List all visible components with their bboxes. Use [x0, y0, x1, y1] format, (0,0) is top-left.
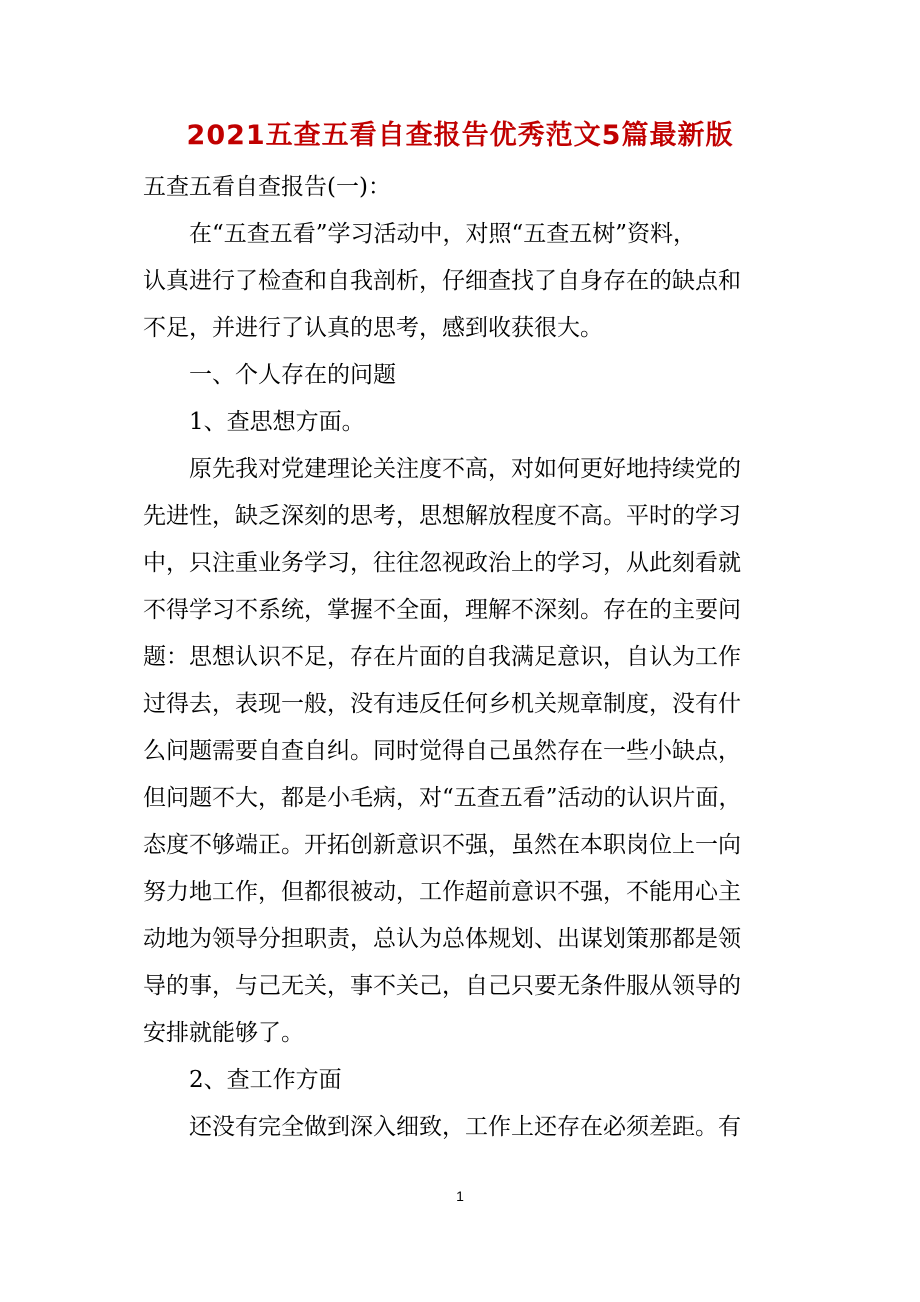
text-line: 导的事，与己无关，事不关己，自己只要无条件服从领导的 — [143, 973, 741, 999]
text-line: 安排就能够了。 — [143, 1020, 304, 1046]
text-line: 不得学习不系统，掌握不全面，理解不深刻。存在的主要问 — [143, 597, 741, 623]
text-line: 么问题需要自查自纠。同时觉得自己虽然存在一些小缺点， — [143, 738, 741, 764]
text-line: 在“五查五看”学习活动中，对照“五查五树”资料， — [189, 221, 697, 247]
text-line: 过得去，表现一般，没有违反任何乡机关规章制度，没有什 — [143, 691, 741, 717]
text-line: 原先我对党建理论关注度不高，对如何更好地持续党的 — [189, 456, 741, 482]
text-line: 认真进行了检查和自我剖析，仔细查找了自身存在的缺点和 — [143, 268, 741, 294]
paragraph-lines — [143, 211, 783, 1151]
text-line: 努力地工作，但都很被动，工作超前意识不强，不能用心主 — [143, 879, 741, 905]
text-line: 1、查思想方面。 — [189, 409, 365, 435]
document-body — [143, 164, 783, 1151]
text-line: 先进性，缺乏深刻的思考，思想解放程度不高。平时的学习 — [143, 503, 741, 529]
page-number: 1 — [456, 1188, 464, 1204]
text-line: 不足，并进行了认真的思考，感到收获很大。 — [143, 315, 603, 341]
section-heading: 五查五看自查报告(一)： — [143, 174, 391, 200]
text-line: 还没有完全做到深入细致，工作上还存在必须差距。有 — [189, 1114, 741, 1140]
text-line: 2、查工作方面 — [189, 1067, 342, 1093]
text-line: 态度不够端正。开拓创新意识不强，虽然在本职岗位上一向 — [143, 832, 741, 858]
text-line: 但问题不大，都是小毛病，对“五查五看”活动的认识片面， — [143, 785, 742, 811]
text-line: 题：思想认识不足，存在片面的自我满足意识，自认为工作 — [143, 644, 741, 670]
text-line: 动地为领导分担职责，总认为总体规划、出谋划策那都是领 — [143, 926, 741, 952]
document-title: 2021五查五看自查报告优秀范文5篇最新版 — [186, 120, 734, 151]
text-line: 一、个人存在的问题 — [189, 362, 396, 388]
text-line: 中，只注重业务学习，往往忽视政治上的学习，从此刻看就 — [143, 550, 741, 576]
